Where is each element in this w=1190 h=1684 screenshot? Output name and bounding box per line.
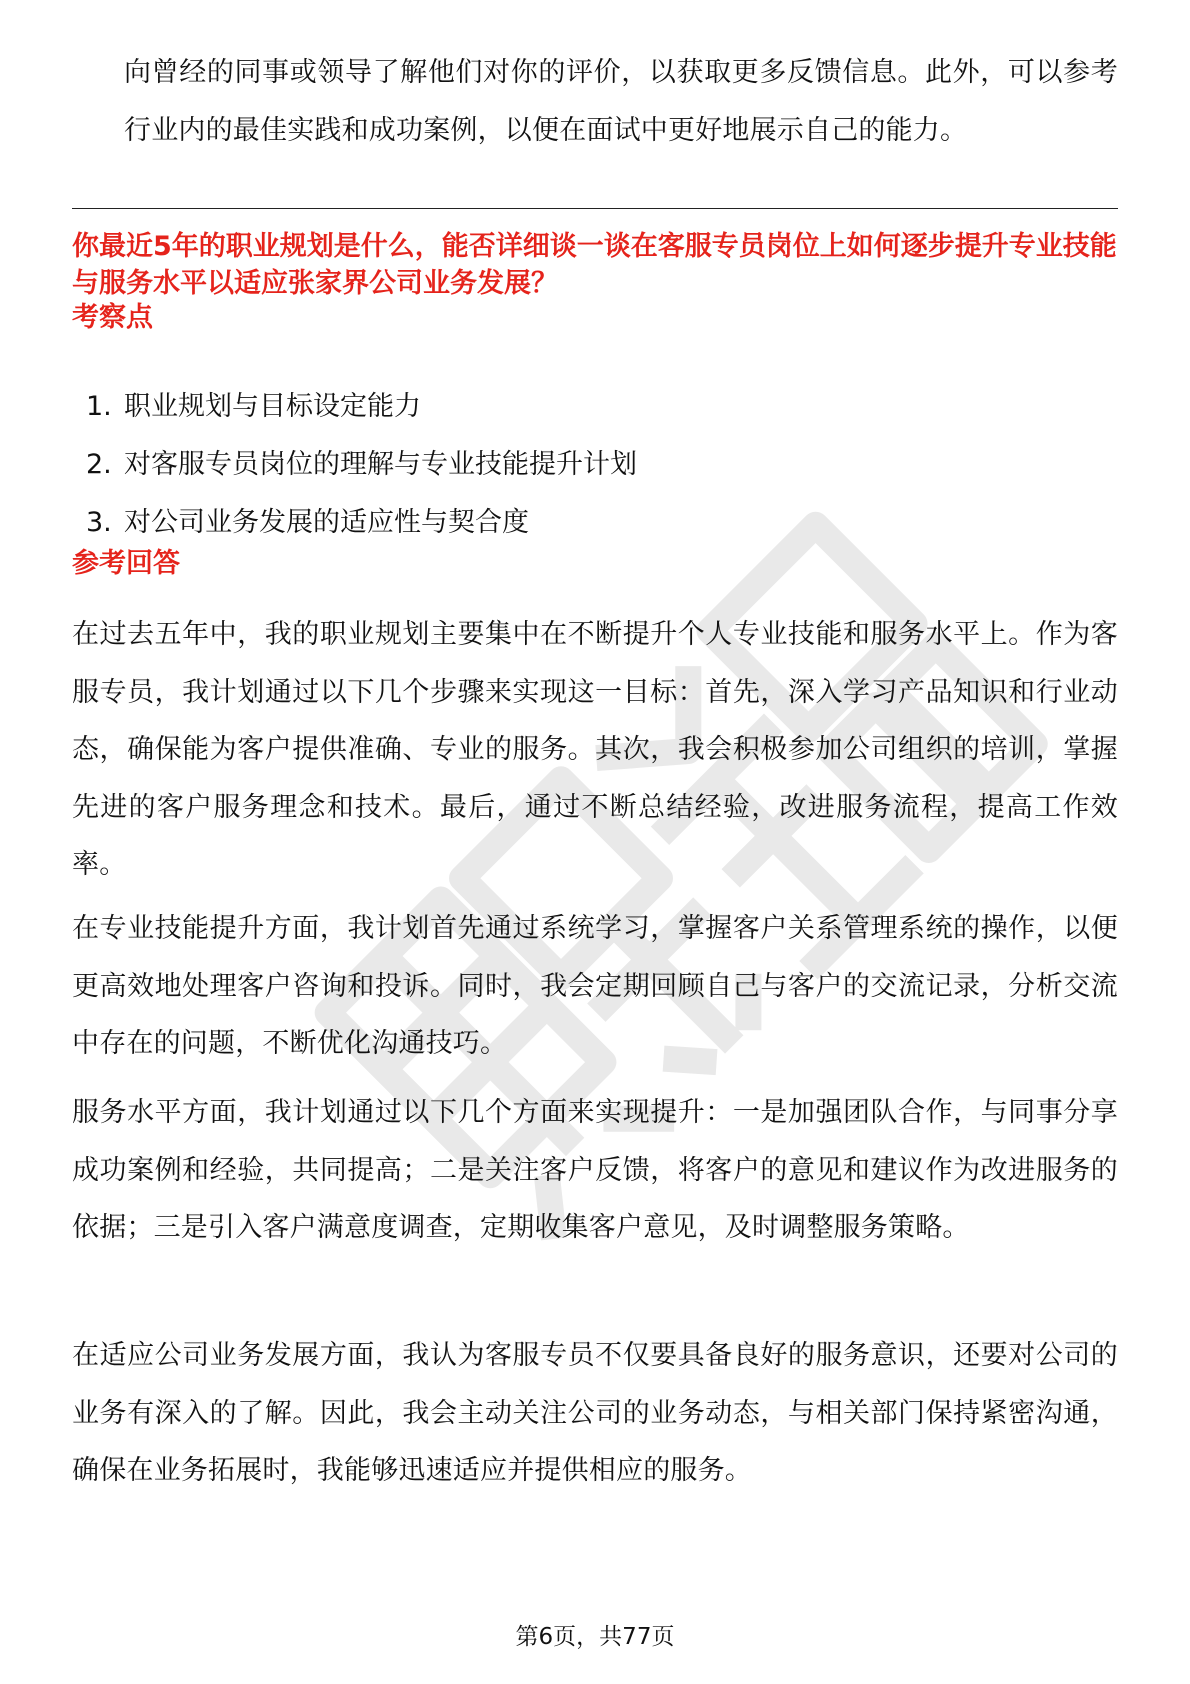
section-divider: [72, 208, 1118, 209]
answer-paragraph-2: 在专业技能提升方面，我计划首先通过系统学习，掌握客户关系管理系统的操作，以便更高效地处理客户咨询和投诉。同时，我会定期回顾自己与客户的交流记录，分析交流中存在的问题，不断优化沟通技巧。: [72, 913, 1118, 1059]
list-item-number: 2.: [86, 449, 112, 480]
reference-answer-title: 参考回答: [72, 548, 180, 579]
list-item-number: 3.: [86, 507, 112, 538]
assessment-points-list: [72, 389, 1118, 563]
list-item-text: 职业规划与目标设定能力: [124, 391, 421, 422]
answer-paragraph-1: 在过去五年中，我的职业规划主要集中在不断提升个人专业技能和服务水平上。作为客服专员，我计划通过以下几个步骤来实现这一目标：首先，深入学习产品知识和行业动态，确保能为客户提供准确、专业的服务。其次，我会积极参加公司组织的培训，掌握先进的客户服务理念和技术。最后，通过不断总结经验，改进服务流程，提高工作效率。: [72, 619, 1118, 880]
list-item: [72, 389, 1118, 447]
list-item-number: 1.: [86, 391, 112, 422]
answer-paragraph-4: 在适应公司业务发展方面，我认为客服专员不仅要具备良好的服务意识，还要对公司的业务有深入的了解。因此，我会主动关注公司的业务动态，与相关部门保持紧密沟通，确保在业务拓展时，我能够迅速适应并提供相应的服务。: [72, 1340, 1118, 1486]
intro-paragraph: 向曾经的同事或领导了解他们对你的评价，以获取更多反馈信息。此外，可以参考行业内的最佳实践和成功案例，以便在面试中更好地展示自己的能力。: [124, 57, 1118, 146]
assessment-points-title: 考察点: [72, 302, 153, 333]
list-item: [72, 505, 1118, 563]
interview-question: 你最近5年的职业规划是什么，能否详细谈一谈在客服专员岗位上如何逐步提升专业技能与服务水平以适应张家界公司业务发展？: [72, 231, 1117, 299]
list-item-text: 对公司业务发展的适应性与契合度: [124, 507, 529, 538]
page-number-footer: 第6页，共77页: [515, 1624, 675, 1650]
answer-paragraph-3: 服务水平方面，我计划通过以下几个方面来实现提升：一是加强团队合作，与同事分享成功案例和经验，共同提高；二是关注客户反馈，将客户的意见和建议作为改进服务的依据；三是引入客户满意度调查，定期收集客户意见，及时调整服务策略。: [72, 1097, 1118, 1243]
list-item-text: 对客服专员岗位的理解与专业技能提升计划: [124, 449, 637, 480]
list-item: [72, 447, 1118, 505]
